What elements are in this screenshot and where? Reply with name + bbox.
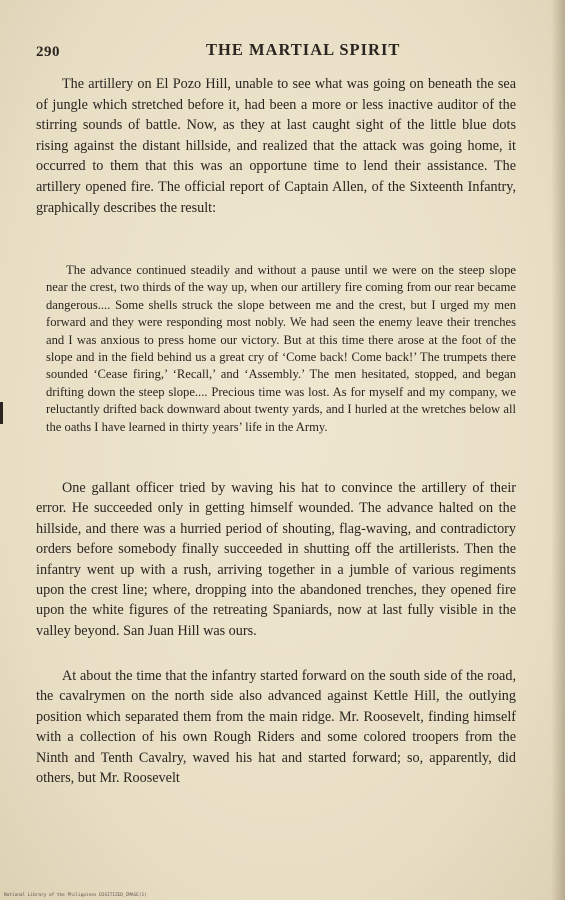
page-number: 290 [36, 44, 60, 60]
scan-footer: National Library of the Philippines DIGITIZED_IMAGE(1) [4, 893, 147, 898]
page-header [36, 40, 516, 64]
margin-mark [0, 402, 3, 424]
page-edge-shadow [551, 0, 565, 900]
paragraph-3: At about the time that the infantry started forward on the south side of the road, the cavalrymen on the north side also advanced against Kettle Hill, the outlying position which separated them from the main ridge. Mr. Roosevelt, finding himself with a collection of his own Rough Riders and some colored troopers from the Ninth and Tenth Cavalry, waved his hat and started forward; so, apparently, did others, but Mr. Roosevelt [36, 668, 516, 787]
paragraph-1: The artillery on El Pozo Hill, unable to see what was going on beneath the sea of jungle which stretched before it, had been a more or less inactive auditor of the stirring sounds of battle. Now, as they at last caught sight of the little blue dots rising against the distant hillside, and realized that the attack was going home, it occurred to them that this was an opportune time to lend their assistance. The artillery opened fire. The official report of Captain Allen, of the Sixteenth Infantry, graphically describes the result: [36, 76, 516, 216]
block-quote: The advance continued steadily and without a pause until we were on the steep slope near the crest, two thirds of the way up, when our artillery fire coming from our rear became dangerous.... Some shells struck the slope between me and the crest, but I urged my men forward and they were responding most nobly. We had seen the enemy leave their trenches and I was anxious to press home our victory. But at this time there arose at the foot of the slope and in the field behind us a great cry of ‘Come back! Come back!’ The trumpets there sounded ‘Cease firing,’ ‘Recall,’ and ‘Assembly.’ The men hesitated, stopped, and began drifting down the steep slope.... Precious time was lost. As for myself and my company, we reluctantly drifted back downward about twenty yards, and I hurled at the wretches below all the oaths I have learned in thirty years’ life in the Army. [46, 263, 516, 434]
running-head: THE MARTIAL SPIRIT [206, 40, 401, 59]
paragraph-2: One gallant officer tried by waving his hat to convince the artillery of their error. He succeeded only in getting himself wounded. The advance halted on the hillside, and there was a hurried period of shouting, flag-waving, and contradictory orders before somebody finally succeeded in shutting off the artillerists. Then the infantry went up with a rush, arriving together in a jumble of various regiments upon the crest line; where, dropping into the abandoned trenches, they opened fire upon the white figures of the retreating Spaniards, now at last fully visible in the valley beyond. San Juan Hill was ours. [36, 480, 516, 639]
